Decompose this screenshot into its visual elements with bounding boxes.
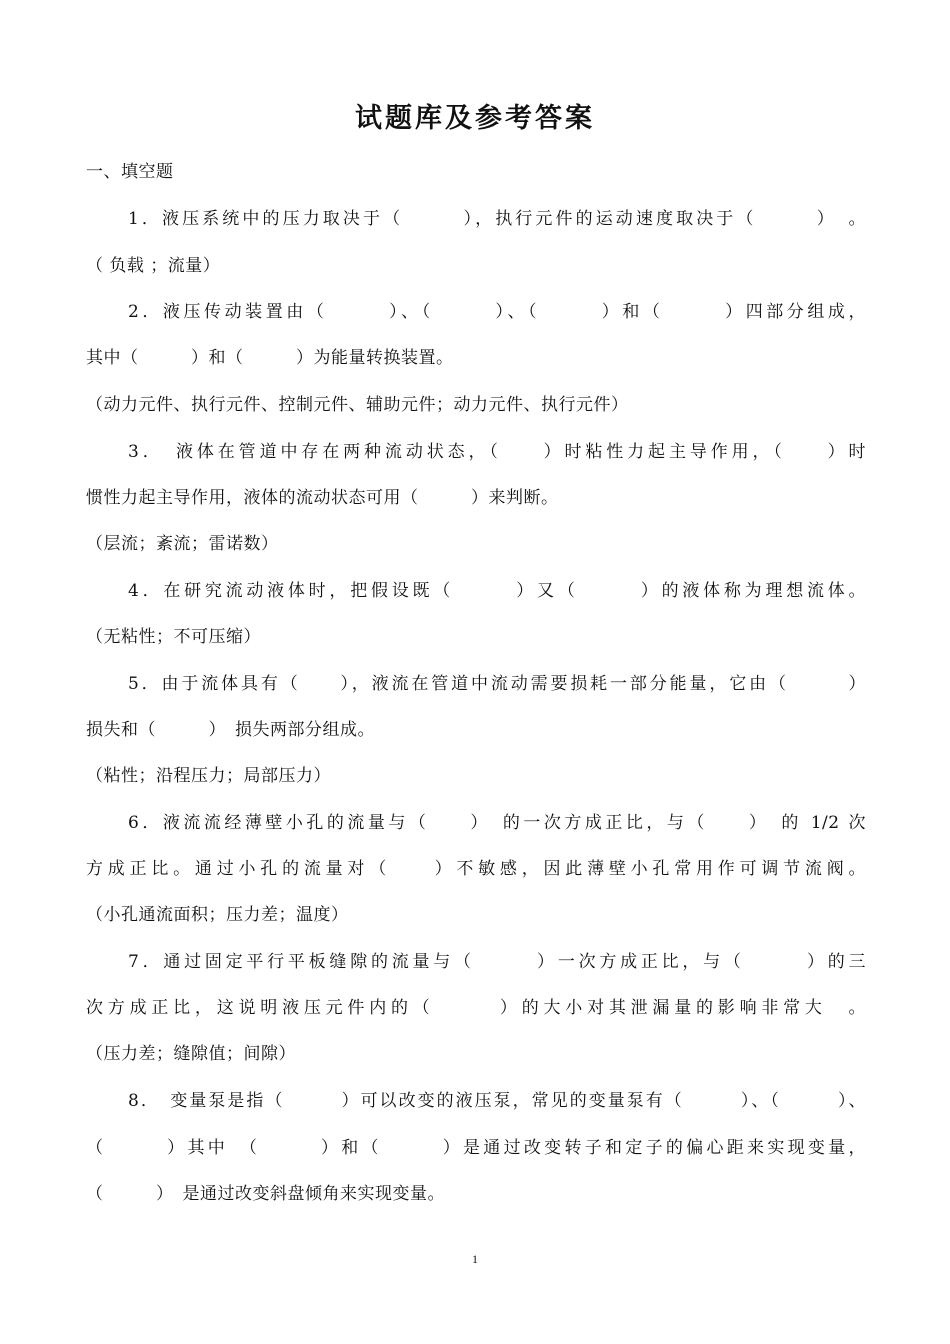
question-4-answer: （无粘性；不可压缩） — [86, 627, 261, 647]
question-1-line-1: 1．液压系统中的压力取决于（ ），执行元件的运动速度取决于（ ） 。 — [128, 209, 866, 229]
question-8-line-3: （ ） 是通过改变斜盘倾角来实现变量。 — [86, 1184, 445, 1204]
question-7-answer: （压力差；缝隙值；间隙） — [86, 1044, 296, 1064]
question-5-line-1: 5．由于流体具有（ ），液流在管道中流动需要损耗一部分能量，它由（ ） — [128, 674, 866, 694]
question-6-answer: （小孔通流面积；压力差；温度） — [86, 905, 349, 925]
question-4-line-1: 4．在研究流动液体时，把假设既（ ）又（ ）的液体称为理想流体。 — [128, 581, 866, 601]
question-1-answer: （ 负载 ；流量） — [86, 256, 221, 276]
question-6-line-2: 方成正比。通过小孔的流量对（ ）不敏感，因此薄壁小孔常用作可调节流阀。 — [86, 859, 866, 879]
question-3-line-2: 惯性力起主导作用，液体的流动状态可用（ ）来判断。 — [86, 488, 559, 508]
question-2-line-1: 2．液压传动装置由（ ）、（ ）、（ ）和（ ）四部分组成， — [128, 302, 866, 322]
question-5-answer: （粘性；沿程压力；局部压力） — [86, 766, 331, 786]
document-title: 试题库及参考答案 — [355, 103, 595, 134]
question-8-line-2: （ ）其中 （ ）和（ ）是通过改变转子和定子的偏心距来实现变量， — [86, 1138, 866, 1158]
question-3-answer: （层流；紊流；雷诺数） — [86, 534, 279, 554]
question-8-line-1: 8． 变量泵是指（ ）可以改变的液压泵，常见的变量泵有（ ）、（ ）、 — [128, 1091, 866, 1111]
question-6-line-1: 6．液流流经薄壁小孔的流量与（ ） 的一次方成正比，与（ ） 的 1/2 次 — [128, 813, 866, 833]
question-3-line-1: 3． 液体在管道中存在两种流动状态，（ ）时粘性力起主导作用，（ ）时 — [128, 442, 866, 462]
page-number: 1 — [472, 1252, 478, 1266]
question-2-answer: （动力元件、执行元件、控制元件、辅助元件；动力元件、执行元件） — [86, 395, 629, 415]
question-5-line-2: 损失和（ ） 损失两部分组成。 — [86, 720, 375, 740]
question-2-line-2: 其中（ ）和（ ）为能量转换装置。 — [86, 348, 454, 368]
section-heading: 一、填空题 — [86, 162, 174, 182]
question-7-line-2: 次方成正比，这说明液压元件内的（ ）的大小对其泄漏量的影响非常大 。 — [86, 998, 866, 1018]
question-7-line-1: 7．通过固定平行平板缝隙的流量与（ ）一次方成正比，与（ ）的三 — [128, 952, 866, 972]
